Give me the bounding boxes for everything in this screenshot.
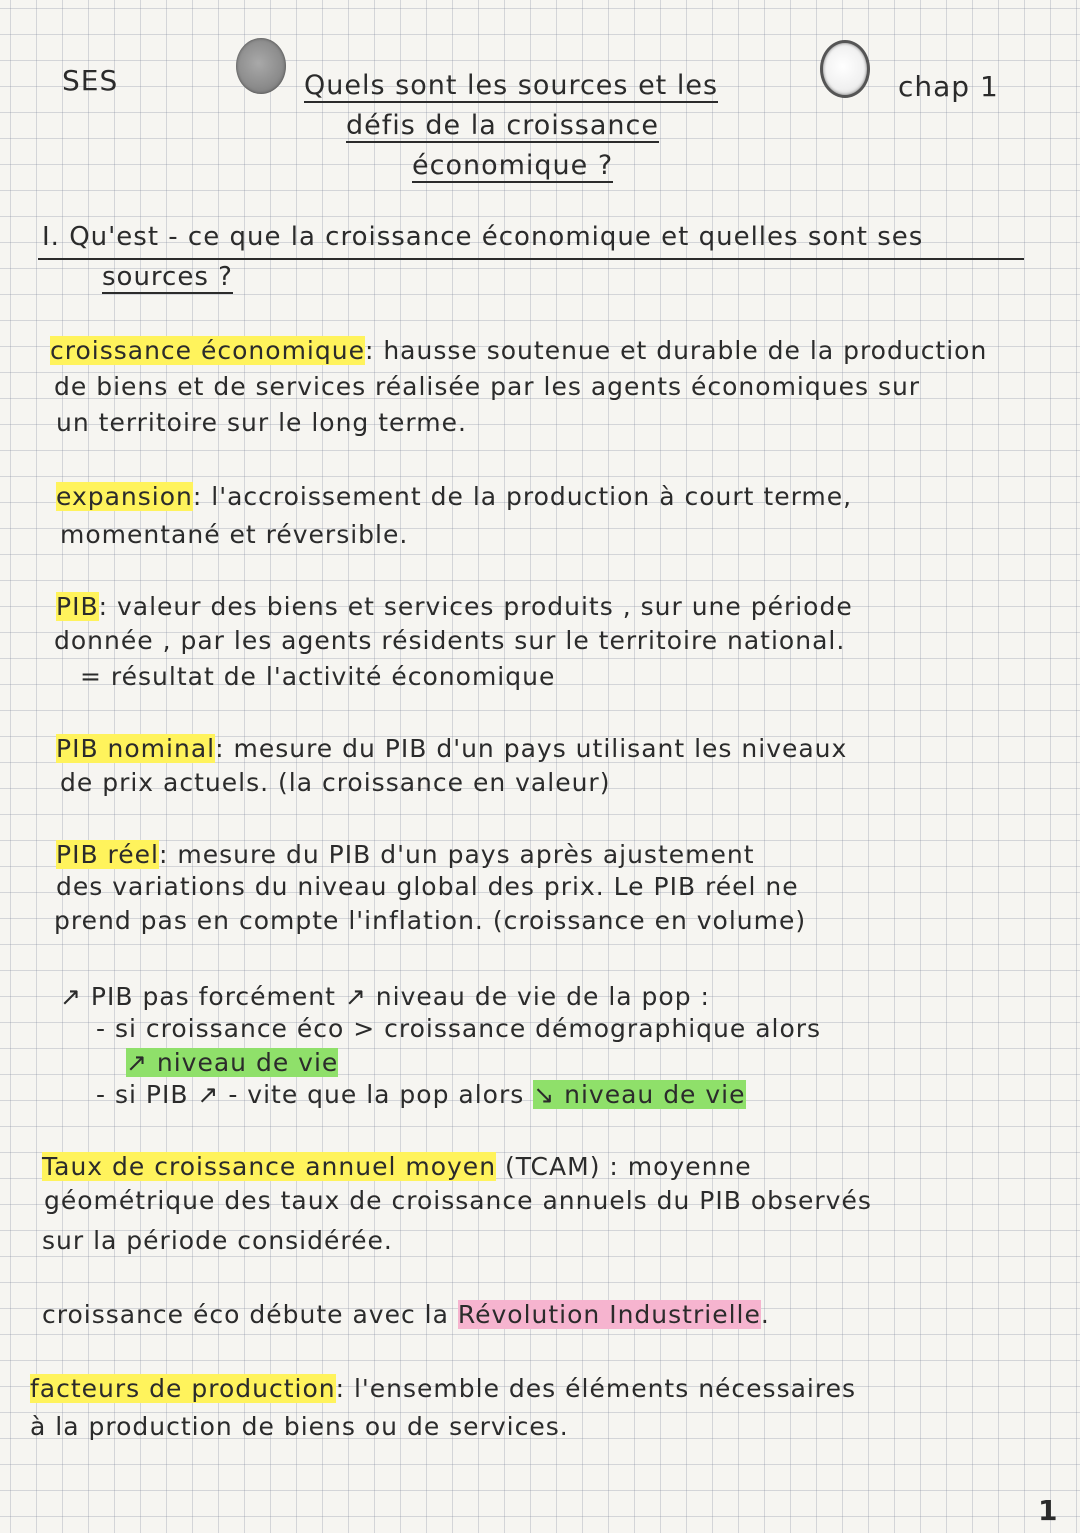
- def-pibnom-text-1: : mesure du PIB d'un pays utilisant les niveaux: [215, 734, 848, 763]
- niveau-vie-line-2: - si croissance éco > croissance démographique alors: [96, 1014, 822, 1043]
- title-line-3: économique ?: [412, 150, 614, 181]
- def-pibreel-line-2: des variations du niveau global des prix. Le PIB réel ne: [56, 872, 799, 901]
- def-pibnom-line-1: [56, 734, 847, 763]
- subject-label: SES: [62, 64, 119, 97]
- revolution-end: .: [760, 1300, 770, 1329]
- def-croissance-line-2: de biens et de services réalisée par les agents économiques sur: [54, 372, 921, 401]
- def-pib-text-1: : valeur des biens et services produits , sur une période: [98, 592, 853, 621]
- term-expansion: expansion: [56, 482, 193, 511]
- def-croissance-text-1: : hausse soutenue et durable de la production: [364, 336, 988, 365]
- def-pibreel-line-3: prend pas en compte l'inflation. (croissance en volume): [54, 906, 807, 935]
- title-line-2: défis de la croissance: [346, 110, 659, 141]
- def-expansion-text-1: : l'accroissement de la production à court terme,: [192, 482, 853, 511]
- facteurs-def-1: : l'ensemble des éléments nécessaires: [335, 1374, 856, 1403]
- def-expansion-line-1: [56, 482, 852, 511]
- def-expansion-line-2: momentané et réversible.: [60, 520, 409, 549]
- def-facteurs-line-2: à la production de biens ou de services.: [30, 1412, 569, 1441]
- def-tcam-line-3: sur la période considérée.: [42, 1226, 393, 1255]
- title-line-1: Quels sont les sources et les: [304, 70, 719, 101]
- def-pib-line-2: donnée , par les agents résidents sur le territoire national.: [54, 626, 846, 655]
- term-pib: PIB: [56, 592, 99, 621]
- revolution-text: croissance éco débute avec la: [42, 1300, 449, 1329]
- term-tcam: Taux de croissance annuel moyen: [42, 1152, 497, 1181]
- def-croissance-line-3: un territoire sur le long terme.: [56, 408, 467, 437]
- def-facteurs-line-1: [30, 1374, 856, 1403]
- section-heading-rule: [38, 258, 1024, 260]
- niveau-vie-line-4: [96, 1080, 746, 1109]
- tcam-abbr: (TCAM): [505, 1152, 601, 1181]
- revolution-line: [42, 1300, 770, 1329]
- punch-hole-left: [236, 38, 286, 94]
- section-heading-line-2: sources ?: [102, 262, 233, 292]
- def-croissance-line-1: [50, 336, 987, 365]
- term-facteurs: facteurs de production: [30, 1374, 336, 1403]
- tcam-def-1: : moyenne: [609, 1152, 752, 1181]
- def-pibnom-line-2: de prix actuels. (la croissance en valeur): [60, 768, 611, 797]
- niveau-vie-line-4-text: - si PIB ↗ - vite que la pop alors: [96, 1080, 525, 1109]
- term-pib-nominal: PIB nominal: [56, 734, 216, 763]
- page-number: 1: [1038, 1494, 1059, 1527]
- section-heading-line-1: I. Qu'est - ce que la croissance économique et quelles sont ses: [42, 222, 924, 252]
- def-pib-line-1: [56, 592, 853, 621]
- niveau-vie-line-1: ↗ PIB pas forcément ↗ niveau de vie de la pop :: [60, 982, 710, 1011]
- term-pib-reel: PIB réel: [56, 840, 159, 869]
- chapter-label: chap 1: [898, 70, 999, 103]
- def-pib-line-3: = résultat de l'activité économique: [80, 662, 556, 691]
- punch-hole-right: [820, 40, 870, 98]
- def-tcam-line-1: [42, 1152, 752, 1181]
- niveau-vie-line-3: [126, 1048, 338, 1077]
- def-tcam-line-2: géométrique des taux de croissance annuels du PIB observés: [44, 1186, 872, 1215]
- def-pibreel-text-1: : mesure du PIB d'un pays après ajustement: [158, 840, 755, 869]
- niveau-vie-up-highlight: ↗ niveau de vie: [126, 1048, 339, 1077]
- revolution-highlight: Révolution Industrielle: [457, 1300, 761, 1329]
- def-pibreel-line-1: [56, 840, 755, 869]
- term-croissance: croissance économique: [50, 336, 365, 365]
- niveau-vie-down-highlight: ↘ niveau de vie: [533, 1080, 746, 1109]
